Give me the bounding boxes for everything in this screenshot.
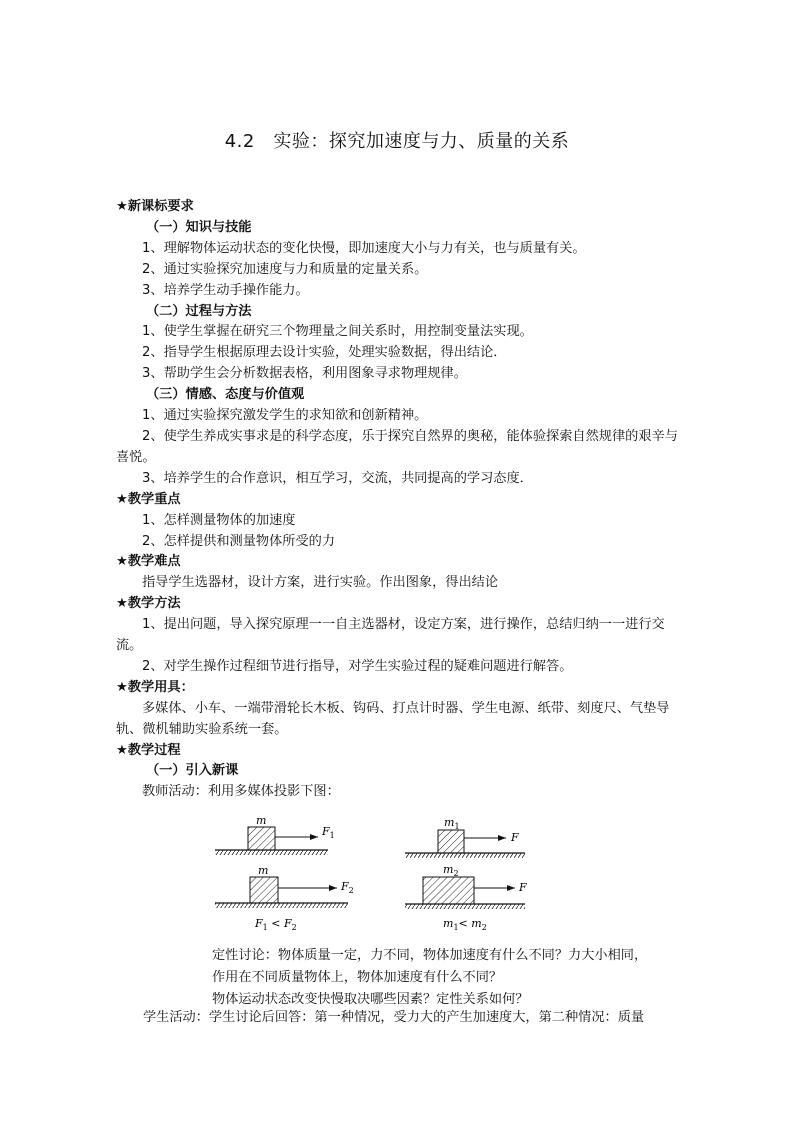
section-heading: ★教学过程	[116, 742, 181, 758]
svg-text:F: F	[519, 881, 527, 894]
text-line: 2、指导学生根据原理去设计实验，处理实验数据，得出结论．	[142, 345, 507, 361]
text-line: 1、怎样测量物体的加速度	[142, 512, 296, 528]
text-line: 1、通过实验探究激发学生的求知欲和创新精神。	[142, 408, 428, 424]
text-line: 2、通过实验探究加速度与力和质量的定量关系。	[142, 261, 428, 277]
text-line: 1、理解物体运动状态的变化快慢，即加速度大小与力有关，也与质量有关。	[142, 240, 586, 256]
case-a1	[215, 814, 335, 855]
force-mass-diagram	[210, 810, 540, 940]
text-line: 指导学生选器材，设计方案，进行实验。作出图象，得出结论	[142, 575, 499, 591]
page-title: 4.2 实验：探究加速度与力、质量的关系	[224, 131, 570, 152]
text-line: 2、使学生养成实事求是的科学态度，乐于探究自然界的奥秘，能体验探索自然规律的艰辛与喜悦。	[116, 428, 678, 465]
student-activity: 学生活动：学生讨论后回答：第一种情况，受力大的产生加速度大，第二种情况：质量	[143, 1010, 645, 1025]
svg-text:F1: $F_1$	[322, 825, 335, 840]
caption-a: $F_1 < F_2$	[255, 917, 297, 932]
text-line: 2、对学生操作过程细节进行指导，对学生实验过程的疑难问题进行解答。	[142, 658, 573, 674]
text-line: 2、怎样提供和测量物体所受的力	[142, 533, 336, 549]
section-heading: ★教学难点	[116, 554, 181, 570]
caption-b: $m_1< m_2$	[443, 917, 487, 932]
body-text	[116, 197, 686, 803]
subsection-heading: （三）情感、态度与价值观	[146, 387, 305, 403]
block-a1	[248, 827, 275, 850]
discussion-line: 作用在不同质量物体上，物体加速度有什么不同？	[212, 970, 503, 985]
section-heading: ★教学用具：	[116, 679, 194, 695]
case-a2	[215, 864, 354, 908]
block-b2	[423, 877, 474, 904]
svg-text:m1: $m_1$	[444, 816, 460, 831]
section-heading: ★教学重点	[116, 491, 181, 507]
text-line: 1、提出问题，导入探究原理一一自主选器材，设定方案，进行操作，总结归纳一一进行交流。	[116, 617, 665, 654]
subsection-heading: （二）过程与方法	[146, 303, 252, 319]
qualitative-discussion	[212, 945, 682, 1011]
text-line: 3、培养学生动手操作能力。	[142, 282, 309, 298]
text-line: 3、培养学生的合作意识，相互学习，交流，共同提高的学习态度．	[142, 470, 533, 486]
block-a2	[250, 877, 278, 903]
text-line: 多媒体、小车、一端带滑轮长木板、钩码、打点计时器、学生电源、纸带、刻度尺、气垫导轨、微机辅助实验系统一套。	[116, 700, 670, 737]
subsection-heading: （一）引入新课	[146, 763, 239, 779]
svg-text:m2: $m_2$	[443, 863, 459, 878]
block-b1	[438, 830, 464, 853]
section-heading: ★新课标要求	[116, 199, 194, 214]
subsection-heading: （一）知识与技能	[146, 219, 252, 235]
text-line: 3、帮助学生会分析数据表格，利用图象寻求物理规律。	[142, 366, 467, 382]
text-line: 1、使学生掌握在研究三个物理量之间关系时，用控制变量法实现。	[142, 324, 533, 340]
case-b1	[405, 816, 525, 858]
svg-text:m: m	[258, 864, 269, 877]
discussion-line: 物体运动状态改变快慢取决哪些因素？定性关系如何？	[212, 992, 529, 1007]
svg-text:F2: $F_2$	[341, 880, 354, 895]
a1-mass-label: m	[256, 814, 267, 827]
section-heading: ★教学方法	[116, 596, 181, 612]
case-b2	[405, 863, 527, 909]
discussion-line: 定性讨论：物体质量一定，力不同，物体加速度有什么不同？力大小相同，	[212, 948, 648, 963]
diagram-svg	[210, 810, 540, 940]
svg-text:F: F	[511, 831, 519, 844]
text-line: 教师活动：利用多媒体投影下图：	[142, 784, 340, 800]
